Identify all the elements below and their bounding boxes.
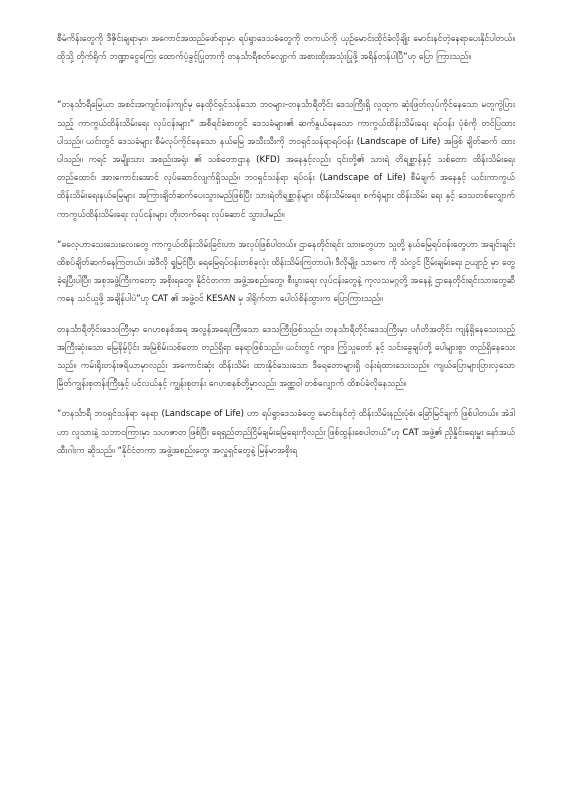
paragraph-4: တနင်္သာရီတိုင်းဒေသကြီးမှာ ဂေဟစနစ်အရ အလွန်အရေးကြီးသော ဒေသကြီးဖြစ်သည်။ တနင်္သာရီတိုင်းဒေသကြီးမှာ ပင်္ဂတိအတိုင်း ကျန်ရှိနေသေးသည့် အကြီးဆုံးသော မြေနိမ့်ပိုင်း အမြဲစိမ်းသစ်တော တည်ရှိရာ နေရာဖြစ်သည်။ ယင်းတွင် ကျား၊ ကြံ့သူတော် နှင့် သင်းခွေချပ်တို့ ပေါများစွာ တည်ရှိနေသေးသည်။ ကမ်းရိုးတန်းဇရိယာမှာလည်း အကောင်းဆုံး ထိန်းသိမ်း ထားနိုင်သေးသော ဒီရေတောများရှိ ဝန်းရံထားသေးသည်။ ကျယ်ပြောများပြားလှသော မြိတ်ကျွန်းစုတန်းကြီးနှင့် ပင်လယ်နှင့် ကျွန်းစုတန်း ဂေဟစနစ်တို့မှာလည်း အဏ္ဏဝါ တစ်လျှောက် ထိစပ်ခံလိုနေသည်။ [57,324,515,390]
paragraph-1: စီမံကိန်းတွေကို ဒီဇိုင်းချရာမှာ၊ အကောင်အထည်ဖော်ရာမှာ ရပ်ရွာဒေသခံတွေကို တကယ်ကို ယှဉ်မောင်းထိုင်ခံလိုချိုး မောင်းနင်တဲ့နေရာပေးနိုင်ပါတယ်။ ထိုသို့ တိုက်ရိုက် ဘဏ္ဍာငွေကြေး ထောက်ပံ့ခွင့်ပြုတာကို တနင်္သာရီစတ်လျော့က် အစားထိုးအသုံးပြုဖို့ အရိန်တန်ပါပြီ”ဟု ပြော ကြားသည်။ [57,34,515,63]
paragraph-2: “တနင်္သာရီမြေယာ အစင်းအကျင်းဝန်းကျင်မှ နေထိုင်ရှင်သန်သော ဘဝများ-တနင်္သာရီတိုင်း ဒေသကြီးရှိ လူထုက ဆုံးဖြတ်လုပ်ကိုင်နေသော မတူကွဲပြားသည့် ကာကွယ်ထိန်းသိမ်းရေး လုပ်ငန်းများ” အစီရင်ခံစာတွင် ဒေသခံများ၏ ဆက်နွယ်နေသော ကာကွယ်ထိန်းသိမ်းရေး ရပ်ဝန်း ပုံစံကို တင်ပြထားပါသည်။ ယင်းတွင် ဒေသခံများ စီမံလုပ်ကိုင်နေသော နယ်မြေ အသီးသီးကို ဘဝရှင်သန်ရာရပ်ဝန်း (Landscape of Life) အဖြစ် ချိတ်ဆက် ထားပါသည်။ ကရင် အမျိုးသား အစည်းအရုံး ၏ သစ်တောဌာန (KFD) အနေနှင့်လည်း ၎င်းတို့၏ သားရဲ တိရစ္ဆာန်နှင့် သစ်တော ထိန်းသိမ်းရေး တည်ထောင်၊ အားကောင်းအောင် လုပ်ဆောင်လျက်ရှိသည်။ ဘဝရှင်သန်ရာ ရပ်ဝန်း (Landscape of Life) စီမံချက် အနေနှင့် ယင်းကာကွယ်ထိန်းသိမ်းရေးနယ်မြေများ အကြားချိတ်ဆက်ပေးသွားမည်ဖြစ်ပြီး သားရဲတိရစ္ဆာန်များ ထိန်းသိမ်းရေး၊ စက်ရုံများ ထိန်းသိမ်း ရေး နှင့် ဒေသတစ်လျှောက် ကာကွယ်ထိန်းသိမ်းရေး လုပ်ငန်းများ တိုးတက်ရေး လုပ်ဆောင် သွားပါမည်။ [57,100,515,220]
document-page [57,30,515,790]
paragraph-3: “ဓလေ့ဟာသေးသေးလေးတွေ ကာကွယ်ထိန်းသိမ်းခြင်းဟာ အလုပ်ဖြစ်ပါတယ်။ ဌာနေတိုင်းရင်း သားတွေဟာ သူတို့ နယ်မြေရပ်ဝန်းတွေဟာ အချင်းချင်း ထိစပ်ချိတ်ဆက်နေကြတယ်။ အဲဒီလို ရှုမြင်ပြီး ရေမြေရပ်ဝန်းတစ်ခုလုံး ထိန်းသိမ်းကြတာပါ။ ဒီလိုမျိုး သာဓက ကို သံလွင် ငြိမ်းချမ်းရေး ဥယျာဉ် မှာ တွေ့ခဲ့ရပြီးပါပြီ။ အစုအဖွဲ့ကြီးကတော့ အစိုးရတွေ၊ နိုင်ငံတကာ အဖွဲ့အစည်းတွေ၊ စီးပွားရေး လုပ်ငန်းတွေနဲ့ ကုလသမဂ္ဂတို့ အနေနဲ့ ဌာနေတိုင်းရင်းသားတွေဆီကနေ သင်ယူဖို့ အချိန်ပါပဲ”ဟု CAT ၏ အဖွဲ့ဝင် KESAN မှ ဒါရိုက်တာ ပေါလ်စိန်ထွားက ပြောကြားသည်။ [57,239,515,305]
paragraph-5: “တနင်္သာရီ ဘဝရှင်သန်ရာ နေရာ (Landscape of Life) ဟာ ရပ်ရွာဒေသခံတွေ မောင်းနင်တဲ့ ထိန်းသိမ်းနည်းပုံစံ၊ ခြော်မြင်ချက် ဖြစ်ပါတယ်။ အဲဒါဟာ လူသားနဲ့ သဘာဝကြားမှာ သဟဇာတ ဖြစ်ပြီး ရေရှည်တည်ငြိမ်ချမ်းမြေရေးကိုလည်း ဖြစ်ထွန်းစေပါတယ်”ဟု CAT အဖွဲ့၏ ညှိနှိုင်းရေးမှူး နော်အယ်ထီးဂါးက ဆိုသည်။ “နိုင်ငံတကာ အဖွဲ့အစည်းတွေ၊ အလှူရှင်တွေနဲ့ မြန်မာအစိုးရ [57,409,515,456]
